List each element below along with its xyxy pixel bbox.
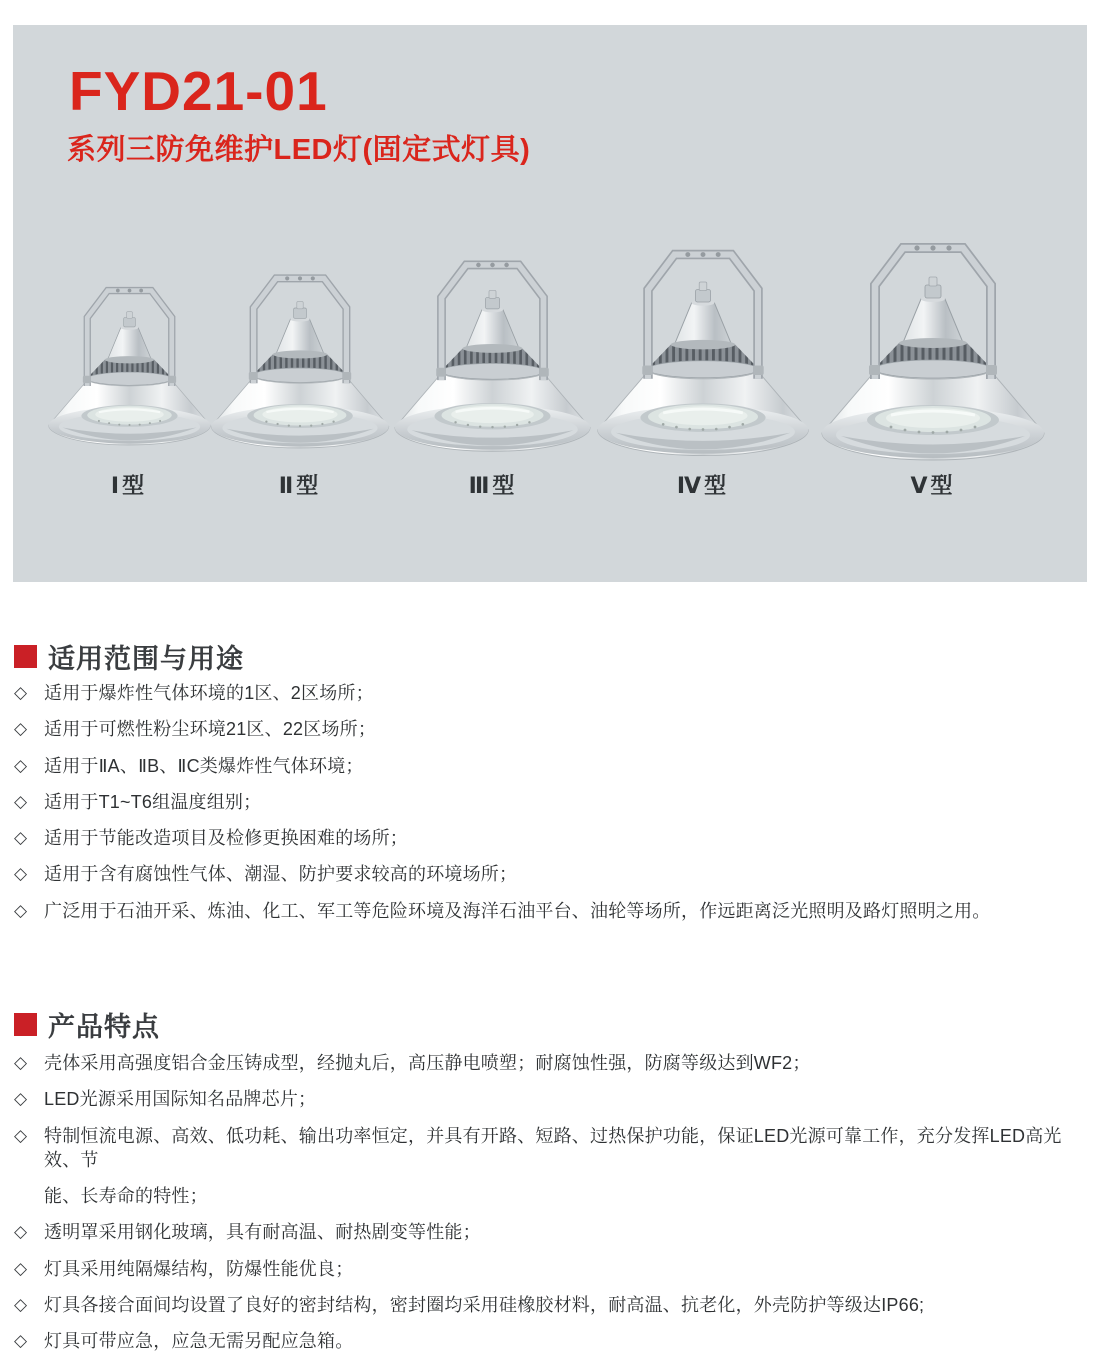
- section-heading-text: 适用范围与用途: [48, 644, 244, 674]
- diamond-bullet-icon: ◇: [14, 1331, 28, 1351]
- list-item: [14, 1257, 1086, 1281]
- model-label-type4: Ⅳ型: [676, 473, 730, 498]
- list-item-text: 能、长寿命的特性；: [44, 1186, 208, 1207]
- list-item-text: 适用于T1~T6组温度组别；: [44, 791, 262, 812]
- features-section-heading: [14, 1005, 160, 1044]
- model-label-type2: Ⅱ型: [278, 473, 322, 498]
- list-item: [14, 826, 1086, 850]
- diamond-bullet-icon: ◇: [14, 1222, 28, 1242]
- list-item: [14, 754, 1086, 778]
- list-item-continuation: [14, 1184, 1086, 1208]
- applications-section-heading: [14, 637, 244, 676]
- lamp-image-type1: [42, 284, 217, 453]
- list-item: [14, 1087, 1086, 1111]
- diamond-bullet-icon: ◇: [14, 1125, 28, 1145]
- list-item: [14, 717, 1086, 741]
- lamp-image-type4: [589, 246, 817, 466]
- list-item: [14, 1124, 1086, 1173]
- red-square-marker-icon: [14, 1013, 37, 1036]
- model-label-type3: Ⅲ型: [468, 473, 518, 498]
- diamond-bullet-icon: ◇: [14, 791, 28, 811]
- list-item-text: 透明罩采用钢化玻璃，具有耐高温、耐热剧变等性能；: [44, 1222, 481, 1243]
- list-item: [14, 1293, 1086, 1317]
- features-list: [14, 1051, 1086, 1366]
- list-item-text: 适用于爆炸性气体环境的1区、2区场所；: [44, 683, 374, 703]
- diamond-bullet-icon: ◇: [14, 1258, 28, 1278]
- diamond-bullet-icon: ◇: [14, 1053, 28, 1072]
- list-item: [14, 790, 1086, 814]
- list-item-text: 适用于含有腐蚀性气体、潮湿、防护要求较高的环境场所；: [44, 864, 518, 885]
- page-subtitle: 系列三防免维护LED灯(固定式灯具): [67, 134, 531, 166]
- model-label-type1: Ⅰ型: [110, 473, 148, 498]
- diamond-bullet-icon: ◇: [14, 900, 28, 920]
- list-item-text: 壳体采用高强度铝合金压铸成型，经抛丸后，高压静电喷塑；耐腐蚀性强，防腐等级达到WF2；: [44, 1053, 811, 1073]
- list-item: [14, 899, 1086, 923]
- product-banner: [13, 25, 1087, 582]
- list-item: [14, 862, 1086, 886]
- red-square-marker-icon: [14, 645, 37, 668]
- list-item: [14, 681, 1086, 705]
- list-item-text: 特制恒流电源、高效、低功耗、输出功率恒定，并具有开路、短路、过热保护功能，保证LED光源可靠工作，充分发挥LED高光效、节: [44, 1125, 1062, 1170]
- list-item-text: LED光源采用国际知名品牌芯片；: [44, 1089, 317, 1110]
- list-item-text: 灯具可带应急，应急无需另配应急箱。: [44, 1331, 354, 1352]
- list-item-text: 适用于ⅡA、ⅡB、ⅡC类爆炸性气体环境；: [44, 755, 364, 776]
- diamond-bullet-icon: ◇: [14, 755, 28, 775]
- list-item: [14, 1220, 1086, 1244]
- list-item: [14, 1329, 1086, 1353]
- diamond-bullet-icon: ◇: [14, 864, 28, 884]
- list-item-text: 灯具采用纯隔爆结构，防爆性能优良；: [44, 1258, 354, 1279]
- page-title: FYD21-01: [69, 60, 328, 122]
- list-item-text: 灯具各接合面间均设置了良好的密封结构，密封圈均采用硅橡胶材料，耐高温、抗老化，外壳防护等级达IP66;: [44, 1295, 925, 1316]
- list-item: [14, 1051, 1086, 1075]
- diamond-bullet-icon: ◇: [14, 719, 28, 739]
- lamp-image-type5: [813, 239, 1053, 471]
- section-heading-text: 产品特点: [48, 1012, 160, 1042]
- diamond-bullet-icon: ◇: [14, 683, 28, 702]
- applications-list: [14, 681, 1086, 935]
- model-label-type5: Ⅴ型: [910, 473, 956, 498]
- diamond-bullet-icon: ◇: [14, 1295, 28, 1315]
- list-item-text: 适用于节能改造项目及检修更换困难的场所；: [44, 828, 408, 849]
- list-item-text: 适用于可燃性粉尘环境21区、22区场所；: [44, 719, 377, 740]
- lamp-image-type3: [387, 257, 598, 461]
- diamond-bullet-icon: ◇: [14, 1089, 28, 1109]
- lamp-image-type2: [204, 271, 396, 457]
- diamond-bullet-icon: ◇: [14, 828, 28, 848]
- list-item-text: 广泛用于石油开采、炼油、化工、军工等危险环境及海洋石油平台、油轮等场所，作远距离泛光照明及路灯照明之用。: [44, 900, 991, 921]
